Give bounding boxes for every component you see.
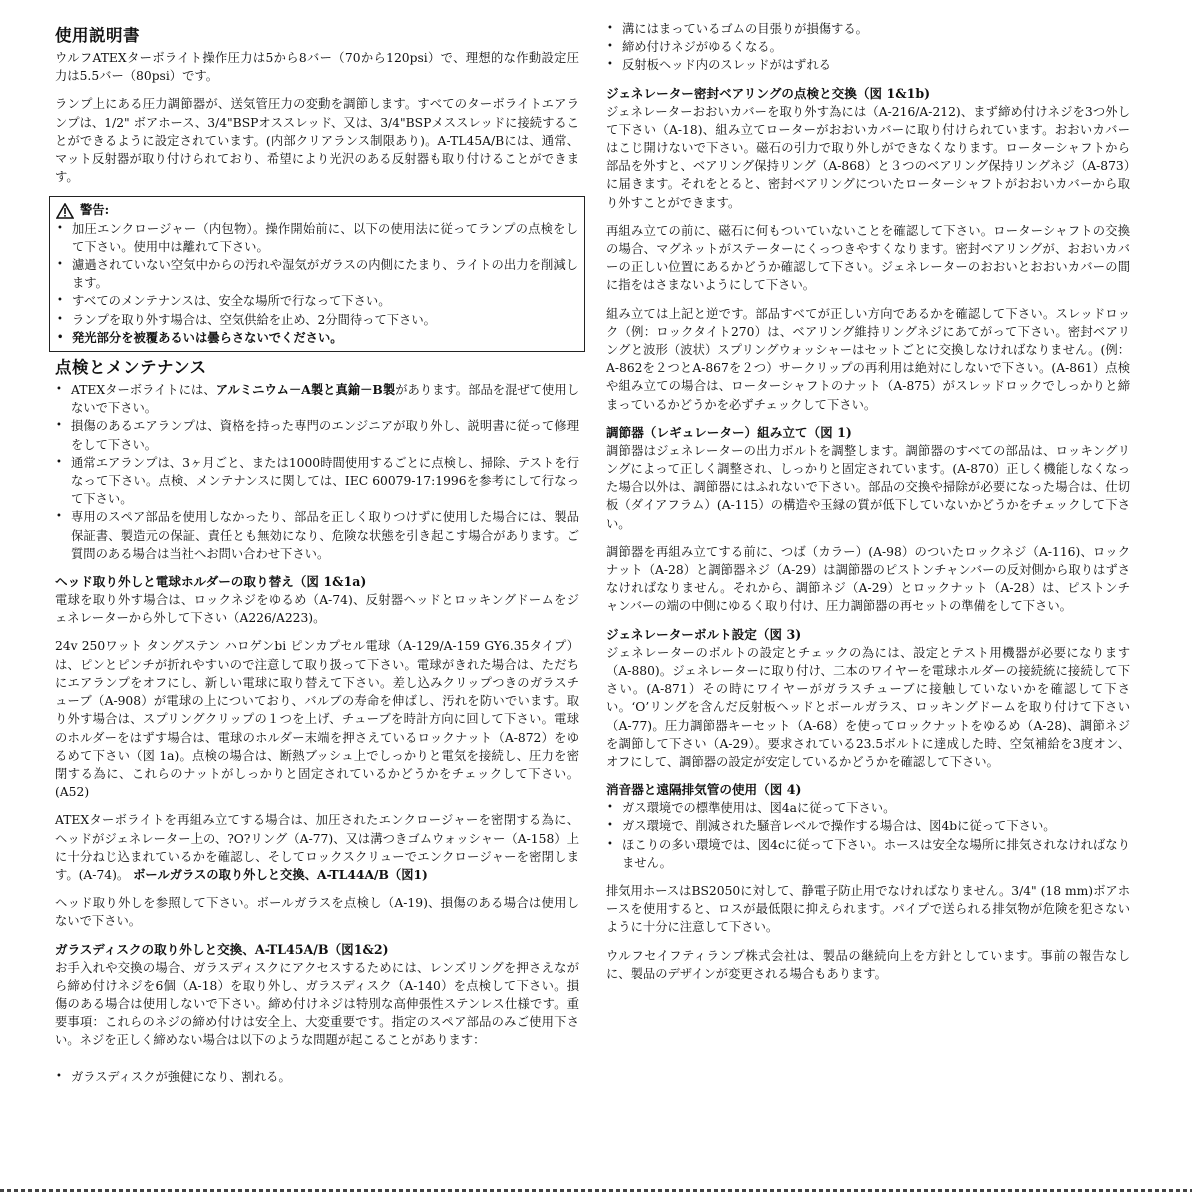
regulator-paragraph: 調節器を再組み立てする前に、つば（カラー）(A-98）のついたロックネジ（A-116)、ロックナット（A-28）と調節器ネジ（A-29）は調節器のピストンチャンバーの反対側から取りはずさなければなりません。それから、調節ネジ（A-29）とロックナット（A-28）は、ピストンチャンバーの端の中側にゆるく取り付け、圧力調節器の再セットの準備をして下さい。 [606,544,1130,614]
regulator-heading: 調節器（レギュレーター）組み立て（図 1) [606,424,852,440]
warning-box [49,196,585,352]
reassembly-paragraph [55,811,579,884]
muffler-item: • ほこりの多い環境では、図4cに従って下さい。ホースは安全な場所に排気されなければなりません。 [606,836,1130,872]
regulator-intro-paragraph: ランプ上にある圧力調節器が、送気管圧力の変動を調節します。すべてのターボライトエアランプは、1/2" ボアホース、3/4"BSPオススレッド、又は、3/4"BSPメススレッドに接続することができるように設定されています。(内部クリアランス制限あり)。A-TL45A/Bには、通常、マット反射器が取り付けられており、希望により光沢のある反射器も取り付けることができます。 [55,97,579,185]
right-column [606,20,1130,993]
generator-bearing-heading: ジェネレーター密封ベアリングの点検と交換（図 1&1b) [606,85,931,101]
screw-issue-item: • 反射板ヘッド内のスレッドがはずれる [606,56,1130,74]
voltage-paragraph: ジェネレーターのボルトの設定とチェックの為には、設定とテスト用機器が必要になります（A-880)。ジェネレーターに取り付け、二本のワイヤーを電球ホルダーの接続統に接続して下さい。(A-871）その時にワイヤーがガラスチューブに接触していないかを確認して下さい。‘O’リングを含んだ反射板ヘッドとボールガラス、ロッキングドームを取り付けて下さい（A-77)。圧力調節器キーセット（A-68）を使ってロックナットをゆるめ（A-28)、調節ネジを調節して下さい（A-29）。要求されている23.5ボルトに達成した時、空気補給を3度オン、オフにして、調節器の設定が安定しているかどうかを確認して下さい。 [606,645,1130,769]
bulb-paragraph: 24v 250ワット タングステン ハロゲンbi ピンカプセル電球（A-129/A-159 GY6.35タイプ）は、ピンとピンチが折れやすいので注意して取り扱って下さい。電球がきれた場合は、ただちにエアランプをオフにし、新しい電球に取り替えて下さい。差し込みクリップつきのガラスチューブ（A-908）が電球の上についており、バルブの寿命を伸ばし、汚れを防いでいます。取り外す場合は、スプリングクリップの１つを上げ、チューブを時計方向に回して下さい。電球のホルダーをはずす場合は、電球のホルダー末端を押さえているロックナット（A-872）をゆるめて下さい（図 1a)。点検の場合は、断熱ブッシュ上でしっかりと電気を接続し、圧力を密閉する為に、これらのナットがしっかりと固定されているかどうかをチェックして下さい。(A52) [55,639,579,800]
muffler-heading: 消音器と遠隔排気管の使用（図 4) [606,782,802,798]
maintenance-item-text: があります。部品を混ぜて使用しないで下さい。 [71,383,579,416]
muffler-item: • ガス環境で、削減された騒音レベルで操作する場合は、図4bに従って下さい。 [606,817,1130,835]
screw-issues-list [606,20,1130,75]
reassembly-text: ATEXターボライトを再組み立てする場合は、加圧されたエンクロージャーを密閉する為に、ヘッドがジェネレーター上の、?O?リング（A-77)、又は溝つきゴムウォッシャー（A-158）上に十分ねじ込まれているかを確認し、そしてロックスクリューでエンクロージャーを密閉します。(A-74)。 [55,813,579,882]
generator-paragraph: ジェネレーターおおいカバーを取り外す為には（A-216/A-212)、まず締め付けネジを3つ外して下さい（A-18)、組み立てローターがおおいカバーに取り付けられています。おおいカバーはこじ開けないで下さい。磁石の引力で取り外しができなくなります。ローターシャフトから部品を外すと、ベアリング保持リング（A-868）と３つのベアリング保持リングネジ（A-873）に届きます。それをとると、密封ベアリングについたローターシャフトがおおいカバーから取り外すことができます。 [606,104,1130,210]
ball-glass-paragraph: ヘッド取り外しを参照して下さい。ボールガラスを点検し（A-19)、損傷のある場合は使用しないで下さい。 [55,896,579,929]
maintenance-item-bold: アルミニウム－A製と真鍮－B製 [215,382,396,398]
maintenance-item: • 専用のスペア部品を使用しなかったり、部品を正しく取りつけずに使用した場合には、製品保証書、製造元の保証、責任とも無効になり、危険な状態を引き起こす場合があります。ご質問のある場合は当社へお問い合わせ下さい。 [55,508,579,563]
maintenance-item [55,381,579,417]
warning-item: • 濾過されていない空気中からの汚れや湿気がガラスの内側にたまり、ライトの出力を削減します。 [56,256,578,292]
warning-item: • ランプを取り外す場合は、空気供給を止め、2分間待って下さい。 [56,311,578,329]
voltage-heading: ジェネレーターボルト設定（図 3) [606,626,802,642]
muffler-list [606,799,1130,872]
warning-item: • すべてのメンテナンスは、安全な場所で行なって下さい。 [56,292,578,310]
maintenance-title: 点検とメンテナンス [55,358,207,378]
head-removal-paragraph: 電球を取り外す場合は、ロックネジをゆるめ（A-74)、反射器ヘッドとロッキングドームをジェネレーターから外して下さい（A226/A223)。 [55,593,579,626]
closing-paragraph: ウルフセイフティランプ株式会社は、製品の継続向上を方針としています。事前の報告なしに、製品のデザインが変更される場合もあります。 [606,948,1130,981]
glass-disc-list [55,1068,579,1086]
warning-item: • 発光部分を被覆あるいは曇らさないでください。 [56,329,578,347]
warning-heading [56,201,578,219]
muffler-item: • ガス環境での標準使用は、図4aに従って下さい。 [606,799,1130,817]
warning-list [56,220,578,347]
generator-paragraph: 組み立ては上記と逆です。部品すべてが正しい方向であるかを確認して下さい。スレッドロック（例：ロックタイト270）は、ベアリング維持リングネジにあてがって下さい。密封ベアリングと波形（波状）スプリングウォッシャーはセットごとに交換しなければなりません。(例：A-862を２つとA-867を２つ）サークリップの再利用は絶対にしないで下さい。(A-861）点検や組み立ての場合は、ローターシャフトのナット（A-875）がスレッドロックでしっかりと締まっているかどうかを必ずチェックして下さい。 [606,306,1130,412]
intro-paragraph: ウルフATEXターボライト操作圧力は5から8バー（70から120psi）で、理想的な作動設定圧力は5.5バー（80psi）です。 [55,51,579,84]
glass-disc-paragraph: お手入れや交換の場合、ガラスディスクにアクセスするためには、レンズリングを押さえながら締め付けネジを6個（A-18）を取り外し、ガラスディスク（A-140）を点検して下さい。損傷のある場合は使用しないで下さい。締め付けネジは特別な高伸張性ステンレス仕様です。重要事項：これらのネジの締め付けは安全上、大変重要です。指定のスペア部品のみご使用下さい。ネジを正しく締めない場合は以下のような問題が起こることがあります： [55,960,579,1048]
screw-issue-item: • 溝にはまっているゴムの目張りが損傷する。 [606,20,1130,38]
manual-title: 使用説明書 [55,26,140,45]
maintenance-item-text: ATEXターボライトには、 [71,383,216,398]
regulator-paragraph: 調節器はジェネレーターの出力ボルトを調整します。調節器のすべての部品は、ロッキングリングによって正しく調整され、しっかりと固定されています。(A-870）正しく機能しなくなった場合以外は、調節器にはふれないで下さい。部品の交換や掃除が必要になった場合は、仕切板（ダイアフラム）(A-115）の構造や玉縁の質が低下していないかどうかをチェックして下さい。 [606,443,1130,531]
left-column [55,20,579,1096]
maintenance-list [55,381,579,563]
maintenance-item: • 通常エアランプは、3ヶ月ごと、または1000時間使用するごとに点検し、掃除、テストを行なって下さい。点検、メンテナンスに関しては、IEC 60079-17:1996を参考にして行なって下さい。 [55,454,579,509]
ball-glass-heading: ボールガラスの取り外しと交換、A-TL44A/B（図1) [133,866,428,882]
maintenance-item: • 損傷のあるエアランプは、資格を持った専門のエンジニアが取り外し、説明書に従って修理をして下さい。 [55,417,579,453]
generator-paragraph: 再組み立ての前に、磁石に何もついていないことを確認して下さい。ローターシャフトの交換の場合、マグネットがステーターにくっつきやすくなります。密封ベアリングが、おおいカバーの正しい位置にあるかどうか確認して下さい。ジェネレーターのおおいとおおいカバーの間に指をはさまないようにして下さい。 [606,223,1130,293]
glass-disc-item: • ガラスディスクが強健になり、割れる。 [55,1068,579,1086]
glass-disc-heading: ガラスディスクの取り外しと交換、A-TL45A/B（図1&2) [55,941,389,957]
warning-item: • 加圧エンクロージャー（内包物）。操作開始前に、以下の使用法に従ってランプの点検をして下さい。使用中は離れて下さい。 [56,220,578,256]
warning-triangle-icon [56,203,74,219]
exhaust-paragraph: 排気用ホースはBS2050に対して、静電子防止用でなければなりません。3/4" (18 mm)ボアホースを使用すると、ロスが最低限に抑えられます。パイプで送られる排気物が危険を犯さないように十分に注意して下さい。 [606,883,1130,935]
warning-title: 警告: [80,202,110,218]
screw-issue-item: • 締め付けネジがゆるくなる。 [606,38,1130,56]
head-removal-heading: ヘッド取り外しと電球ホルダーの取り替え（図 1&1a) [55,574,367,590]
